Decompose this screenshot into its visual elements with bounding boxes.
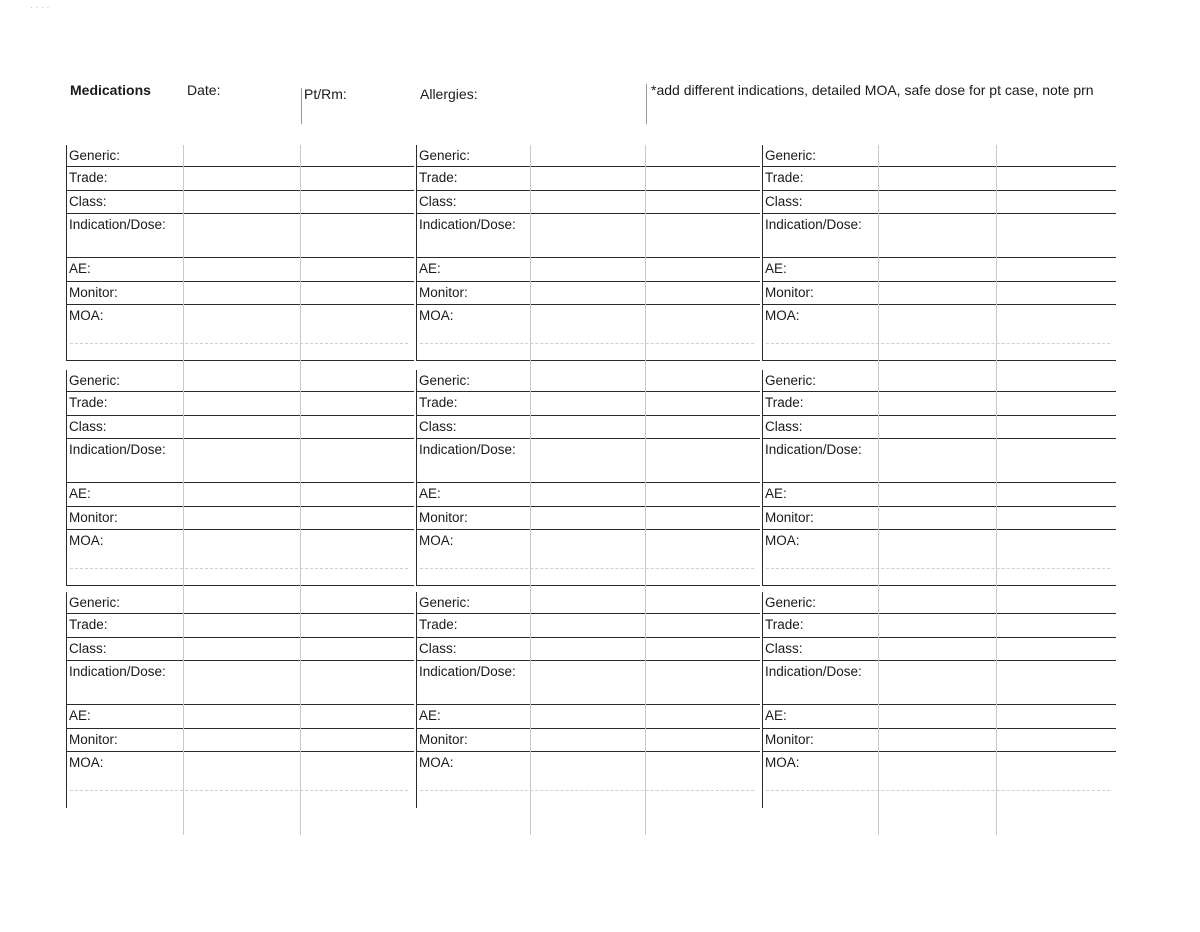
header-divider (646, 84, 647, 124)
field-label-ae: AE: (69, 708, 91, 723)
field-row-indication[interactable] (66, 214, 414, 258)
field-label-monitor: Monitor: (419, 732, 468, 747)
instructions-note: *add different indications, detailed MOA, safe dose for pt case, note prn (651, 82, 1094, 98)
field-row-class[interactable] (66, 638, 414, 661)
field-row-trade[interactable] (762, 392, 1116, 416)
field-label-indication: Indication/Dose: (69, 217, 166, 232)
field-row-generic[interactable] (416, 145, 760, 167)
field-row-generic[interactable] (416, 370, 760, 392)
field-label-indication: Indication/Dose: (419, 442, 516, 457)
field-label-class: Class: (69, 641, 107, 656)
field-label-monitor: Monitor: (69, 732, 118, 747)
medication-card (416, 592, 760, 808)
field-label-moa: MOA: (69, 533, 104, 548)
medication-card (416, 370, 760, 586)
moa-guide-line (420, 343, 754, 344)
field-label-indication: Indication/Dose: (419, 217, 516, 232)
field-row-trade[interactable] (762, 614, 1116, 638)
field-row-class[interactable] (416, 191, 760, 214)
field-row-ae[interactable] (66, 258, 414, 282)
field-row-generic[interactable] (66, 145, 414, 167)
field-row-trade[interactable] (66, 392, 414, 416)
field-row-monitor[interactable] (66, 282, 414, 305)
field-label-ae: AE: (69, 486, 91, 501)
field-label-ae: AE: (765, 261, 787, 276)
scan-guide-line (183, 145, 184, 835)
field-label-generic: Generic: (419, 373, 471, 388)
field-row-ae[interactable] (416, 483, 760, 507)
field-label-class: Class: (765, 641, 803, 656)
field-label-trade: Trade: (69, 395, 108, 410)
field-row-trade[interactable] (416, 392, 760, 416)
field-row-indication[interactable] (416, 661, 760, 705)
medication-card (762, 592, 1116, 808)
moa-guide-line (70, 790, 408, 791)
field-label-class: Class: (765, 419, 803, 434)
field-row-trade[interactable] (66, 614, 414, 638)
field-label-class: Class: (419, 194, 457, 209)
field-row-moa[interactable] (66, 752, 414, 808)
field-label-trade: Trade: (419, 617, 458, 632)
field-row-moa[interactable] (762, 305, 1116, 361)
field-label-trade: Trade: (69, 170, 108, 185)
field-label-ae: AE: (69, 261, 91, 276)
moa-guide-line (70, 343, 408, 344)
field-row-monitor[interactable] (66, 507, 414, 530)
field-label-trade: Trade: (765, 617, 804, 632)
moa-guide-line (766, 343, 1110, 344)
field-row-generic[interactable] (416, 592, 760, 614)
moa-guide-line (766, 790, 1110, 791)
date-label: Date: (187, 82, 221, 98)
scan-mark: · · · · (30, 2, 50, 12)
field-row-indication[interactable] (762, 661, 1116, 705)
scan-guide-line (530, 145, 531, 835)
field-row-moa[interactable] (66, 305, 414, 361)
field-row-class[interactable] (762, 191, 1116, 214)
field-label-moa: MOA: (419, 308, 454, 323)
field-label-monitor: Monitor: (765, 732, 814, 747)
field-row-moa[interactable] (762, 752, 1116, 808)
moa-guide-line (420, 790, 754, 791)
field-row-moa[interactable] (416, 752, 760, 808)
field-row-ae[interactable] (66, 705, 414, 729)
field-label-trade: Trade: (419, 395, 458, 410)
pt-rm-label: Pt/Rm: (304, 86, 347, 102)
field-label-indication: Indication/Dose: (765, 664, 862, 679)
field-label-moa: MOA: (69, 755, 104, 770)
field-label-moa: MOA: (765, 755, 800, 770)
field-row-monitor[interactable] (762, 729, 1116, 752)
field-label-generic: Generic: (69, 148, 121, 163)
field-row-trade[interactable] (416, 614, 760, 638)
allergies-label: Allergies: (420, 86, 478, 102)
field-row-class[interactable] (416, 638, 760, 661)
moa-guide-line (420, 568, 754, 569)
field-row-indication[interactable] (66, 439, 414, 483)
field-row-ae[interactable] (762, 258, 1116, 282)
field-row-ae[interactable] (762, 483, 1116, 507)
field-row-monitor[interactable] (762, 282, 1116, 305)
moa-guide-line (766, 568, 1110, 569)
field-label-ae: AE: (419, 708, 441, 723)
medication-card (66, 370, 414, 586)
field-label-monitor: Monitor: (419, 285, 468, 300)
scan-guide-line (996, 145, 997, 835)
field-row-indication[interactable] (416, 439, 760, 483)
field-label-trade: Trade: (765, 395, 804, 410)
field-row-ae[interactable] (416, 258, 760, 282)
field-label-moa: MOA: (419, 533, 454, 548)
field-label-monitor: Monitor: (765, 510, 814, 525)
field-label-ae: AE: (419, 486, 441, 501)
field-label-trade: Trade: (765, 170, 804, 185)
field-row-monitor[interactable] (416, 282, 760, 305)
medication-card (66, 592, 414, 808)
field-row-ae[interactable] (762, 705, 1116, 729)
field-row-trade[interactable] (66, 167, 414, 191)
field-row-monitor[interactable] (762, 507, 1116, 530)
field-row-ae[interactable] (66, 483, 414, 507)
field-label-generic: Generic: (69, 373, 121, 388)
header-divider (301, 88, 302, 124)
field-row-moa[interactable] (66, 530, 414, 586)
field-label-indication: Indication/Dose: (69, 442, 166, 457)
field-label-trade: Trade: (419, 170, 458, 185)
page-title: Medications (70, 82, 151, 98)
field-row-class[interactable] (762, 416, 1116, 439)
field-row-monitor[interactable] (66, 729, 414, 752)
field-row-generic[interactable] (66, 370, 414, 392)
field-row-indication[interactable] (416, 214, 760, 258)
field-label-indication: Indication/Dose: (69, 664, 166, 679)
field-label-moa: MOA: (765, 533, 800, 548)
moa-guide-line (70, 568, 408, 569)
field-row-generic[interactable] (762, 145, 1116, 167)
field-label-ae: AE: (765, 708, 787, 723)
field-label-moa: MOA: (69, 308, 104, 323)
field-row-moa[interactable] (416, 305, 760, 361)
scan-guide-line (878, 145, 879, 835)
scan-guide-line (645, 145, 646, 835)
field-label-generic: Generic: (765, 373, 817, 388)
field-row-indication[interactable] (66, 661, 414, 705)
field-row-indication[interactable] (762, 214, 1116, 258)
field-label-moa: MOA: (765, 308, 800, 323)
scan-guide-line (300, 145, 301, 835)
medication-card (416, 145, 760, 361)
field-label-generic: Generic: (765, 595, 817, 610)
medication-card (762, 145, 1116, 361)
field-row-generic[interactable] (762, 370, 1116, 392)
field-label-indication: Indication/Dose: (765, 217, 862, 232)
field-label-indication: Indication/Dose: (419, 664, 516, 679)
field-label-monitor: Monitor: (69, 510, 118, 525)
field-label-indication: Indication/Dose: (765, 442, 862, 457)
field-label-generic: Generic: (419, 148, 471, 163)
field-row-monitor[interactable] (416, 729, 760, 752)
field-row-class[interactable] (762, 638, 1116, 661)
field-row-trade[interactable] (762, 167, 1116, 191)
field-row-class[interactable] (66, 416, 414, 439)
field-label-moa: MOA: (419, 755, 454, 770)
field-label-class: Class: (69, 194, 107, 209)
field-label-monitor: Monitor: (419, 510, 468, 525)
field-label-class: Class: (419, 641, 457, 656)
field-label-trade: Trade: (69, 617, 108, 632)
field-label-class: Class: (765, 194, 803, 209)
field-row-ae[interactable] (416, 705, 760, 729)
medication-card (762, 370, 1116, 586)
field-row-class[interactable] (416, 416, 760, 439)
field-row-moa[interactable] (762, 530, 1116, 586)
field-label-ae: AE: (419, 261, 441, 276)
field-row-moa[interactable] (416, 530, 760, 586)
field-label-ae: AE: (765, 486, 787, 501)
field-label-class: Class: (419, 419, 457, 434)
field-label-generic: Generic: (419, 595, 471, 610)
field-label-generic: Generic: (765, 148, 817, 163)
field-row-generic[interactable] (66, 592, 414, 614)
field-row-trade[interactable] (416, 167, 760, 191)
medication-card (66, 145, 414, 361)
field-label-class: Class: (69, 419, 107, 434)
field-label-monitor: Monitor: (765, 285, 814, 300)
field-label-generic: Generic: (69, 595, 121, 610)
field-row-generic[interactable] (762, 592, 1116, 614)
field-row-monitor[interactable] (416, 507, 760, 530)
field-row-indication[interactable] (762, 439, 1116, 483)
field-label-monitor: Monitor: (69, 285, 118, 300)
field-row-class[interactable] (66, 191, 414, 214)
